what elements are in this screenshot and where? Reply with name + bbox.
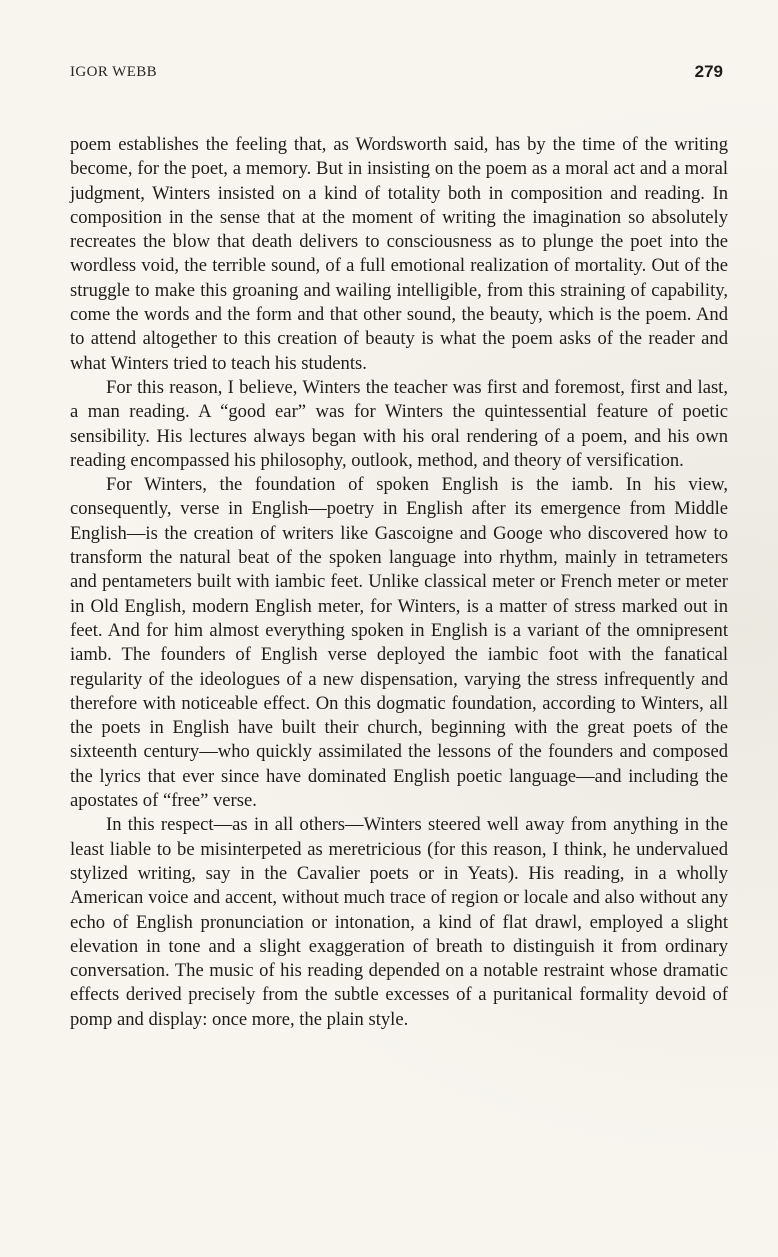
running-head-author: IGOR WEBB — [70, 64, 158, 80]
paragraph: For this reason, I believe, Winters the teacher was first and foremost, first and last, a man reading. A “good ear” was for Winters the quintessential feature of poetic sensibility. His lectures always began with his oral rendering of a poem, and his own reading encompassed his philosophy, outlook, method, and theory of versification. — [70, 376, 728, 471]
running-head — [70, 62, 723, 86]
paragraph: In this respect—as in all others—Winters steered well away from anything in the least liable to be misinterpeted as meretricious (for this reason, I think, he undervalued stylized writing, say in the Cavalier poets or in Yeats). His reading, in a wholly American voice and accent, without much trace of region or locale and also without any echo of English pronunciation or intonation, a kind of flat drawl, employed a slight elevation in tone and a slight exaggeration of breath to distinguish it from ordinary conversation. The music of his reading depended on a notable restraint whose dramatic effects derived precisely from the subtle excesses of a puritanical formality devoid of pomp and display: once more, the plain style. — [70, 814, 728, 1030]
page-number: 279 — [694, 62, 723, 81]
paragraph: For Winters, the foundation of spoken English is the iamb. In his view, consequently, verse in English—poetry in English after its emergence from Middle English—is the creation of writers like Gascoigne and Googe who discovered how to transform the natural beat of the spoken language into rhythm, mainly in tetrameters and pentameters built with iambic feet. Unlike classical meter or French meter or meter in Old English, modern English meter, for Winters, is a matter of stress marked out in feet. And for him almost everything spoken in English is a variant of the omnipresent iamb. The founders of English verse deployed the iambic foot with the fanatical regularity of the ideologues of a new dispensation, varying the stress infrequently and therefore with noticeable effect. On this dogmatic foundation, according to Winters, all the poets in English have built their church, beginning with the great poets of the sixteenth century—who quickly assimilated the lessons of the founders and composed the lyrics that ever since have dominated English poetic language—and including the apostates of “free” verse. — [70, 474, 728, 812]
paragraph: poem establishes the feeling that, as Wordsworth said, has by the time of the writing become, for the poet, a memory. But in insisting on the poem as a moral act and a moral judgment, Winters insisted on a kind of totality both in composition and reading. In composition in the sense that at the moment of writing the imagination so absolutely recreates the blow that death delivers to consciousness as to plunge the poet into the wordless void, the terrible sound, of a full emotional realization of mortality. Out of the struggle to make this groaning and wailing intelligible, from this straining of capability, come the words and the form and that other sound, the beauty, which is the poem. And to attend altogether to this creation of beauty is what the poem asks of the reader and what Winters tried to teach his students. — [70, 134, 728, 374]
body-text — [70, 133, 728, 1032]
